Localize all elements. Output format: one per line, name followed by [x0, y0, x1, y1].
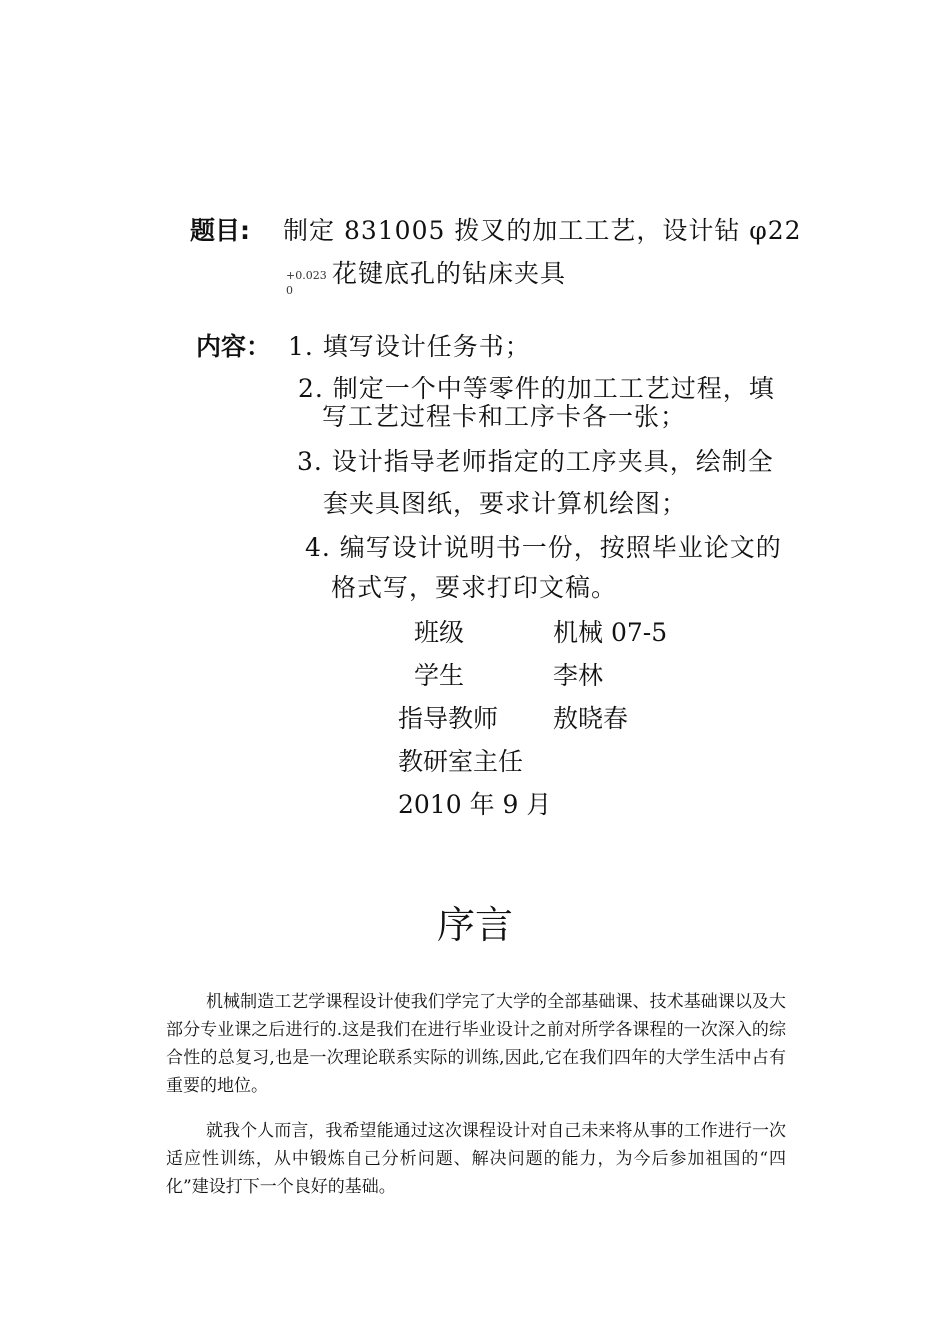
content-item-3-line2: 套夹具图纸，要求计算机绘图；: [323, 489, 688, 518]
content-label: 内容：: [196, 332, 272, 361]
date: 2010 年 9 月: [398, 790, 552, 819]
student-label: 学生: [414, 661, 465, 690]
content-item-2-line2: 写工艺过程卡和工序卡各一张；: [322, 402, 687, 431]
topic-line1: 制定 831005 拨叉的加工工艺，设计钻 φ22: [283, 216, 802, 245]
tolerance-lower: 0: [286, 284, 293, 297]
preface-paragraph-2: 就我个人而言，我希望能通过这次课程设计对自己未来将从事的工作进行一次适应性训练，从中锻炼自己分析问题、解决问题的能力，为今后参加祖国的“四化”建设打下一个良好的基础。: [166, 1121, 786, 1197]
class-value: 机械 07-5: [553, 618, 668, 647]
tolerance-upper: +0.023: [286, 269, 327, 282]
student-value: 李林: [553, 661, 604, 690]
class-label: 班级: [414, 618, 465, 647]
advisor-value: 敖晓春: [553, 704, 629, 733]
director-label: 教研室主任: [398, 747, 524, 776]
content-item-4-line2: 格式写，要求打印文稿。: [331, 573, 618, 602]
preface-title: 序言: [436, 903, 513, 947]
topic-line2: 花键底孔的钻床夹具: [332, 259, 567, 288]
preface-paragraph-1: 机械制造工艺学课程设计使我们学完了大学的全部基础课、技术基础课以及大部分专业课之后进行的.这是我们在进行毕业设计之前对所学各课程的一次深入的综合性的总复习,也是一次理论联系实际的训练,因此,它在我们四年的大学生活中占有重要的地位。: [166, 992, 786, 1096]
content-item-3-line1: 3. 设计指导老师指定的工序夹具，绘制全: [297, 447, 774, 476]
content-item-4-line1: 4. 编写设计说明书一份，按照毕业论文的: [305, 533, 782, 562]
topic-label: 题目:: [190, 216, 250, 245]
advisor-label: 指导教师: [398, 704, 499, 733]
content-item-1: 1. 填写设计任务书；: [288, 332, 531, 361]
content-item-2-line1: 2. 制定一个中等零件的加工工艺过程，填: [298, 374, 775, 403]
